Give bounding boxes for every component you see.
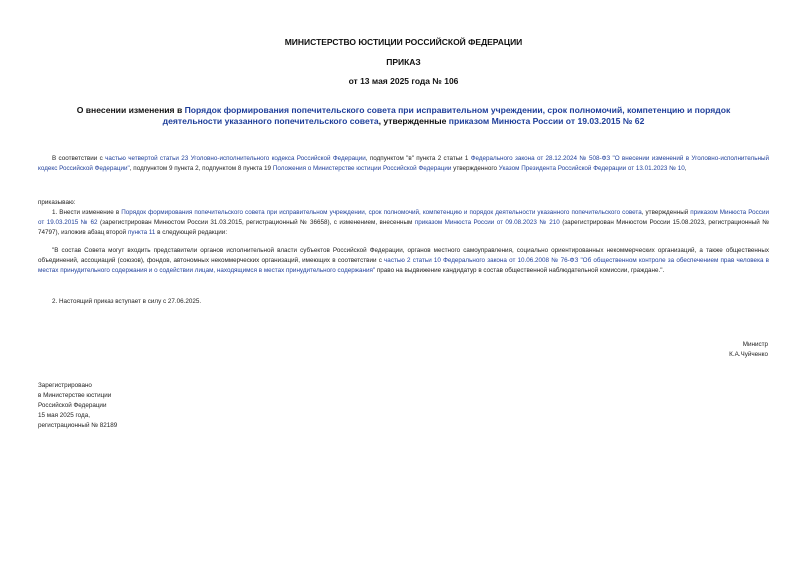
item1-link-point-11[interactable]: пункта 11: [127, 228, 156, 236]
preamble-text-5: ,: [684, 164, 687, 172]
item1-text-2: , утвержденный: [641, 209, 691, 216]
order-title: [60, 105, 747, 127]
registration-line-2: в Министерстве юстиции: [38, 392, 112, 399]
date-number: от 13 мая 2025 года № 106: [348, 76, 459, 86]
item-1-paragraph: [38, 208, 769, 237]
title-text-1: О внесении изменения в: [76, 105, 185, 115]
signature-position: Министр: [742, 341, 768, 348]
signature-name: К.А.Чуйченко: [729, 351, 768, 358]
ministry-heading: МИНИСТЕРСТВО ЮСТИЦИИ РОССИЙСКОЙ ФЕДЕРАЦИИ: [284, 37, 523, 47]
item1-link-order-62[interactable]: приказом Минюста России от 19.03.2015 № 62: [38, 209, 769, 226]
title-link-procedure[interactable]: Порядок формирования попечительского совета при исправительном учреждении, срок полномочий, компетенцию и порядок деятельности указанного попечительского совета: [162, 105, 731, 126]
quote-text-2: право на выдвижение кандидатур в состав общественной наблюдательной комиссии, граждане.".: [375, 266, 665, 274]
item1-text-3: (зарегистрирован Минюстом России 31.03.2015, регистрационный № 36658), с изменением, внесенным: [97, 218, 415, 226]
doc-type-heading: ПРИКАЗ: [386, 57, 421, 67]
preamble-link-decree[interactable]: Указом Президента Российской Федерации от 13.01.2023 № 10: [498, 164, 685, 172]
preamble-text-3: , подпунктом 9 пункта 2, подпунктом 8 пункта 19: [129, 164, 273, 172]
item1-text-4: (зарегистрирован Минюстом России 15.08.2023, регистрационный № 74797), изложив абзац второй: [38, 218, 770, 236]
registration-line-4: 15 мая 2025 года,: [38, 412, 90, 419]
preamble-text-2: , подпунктом "в" пункта 2 статьи 1: [365, 155, 471, 162]
registration-line-5: регистрационный № 82189: [38, 422, 118, 429]
registration-line-1: Зарегистрировано: [38, 382, 92, 389]
quote-link-76fz[interactable]: частью 2 статьи 10 Федерального закона от 10.06.2008 № 76-ФЗ "Об общественном контроле за обеспечением прав человека в местах принудительного содержания и о содействии лицам, находящимся в местах принудительного содержания": [38, 256, 769, 274]
quote-paragraph: [38, 246, 769, 275]
item1-text-1: 1. Внести изменение в: [52, 209, 122, 216]
preamble-text-1: В соответствии с: [52, 155, 106, 162]
registration-block: [38, 381, 238, 431]
item-2-paragraph: 2. Настоящий приказ вступает в силу с 27.06.2025.: [52, 298, 202, 305]
preamble-paragraph: [38, 154, 769, 174]
registration-line-3: Российской Федерации: [38, 402, 107, 409]
preamble-link-regulation[interactable]: Положения о Министерстве юстиции Российской Федерации: [272, 164, 452, 172]
signature-block: [648, 340, 768, 360]
preamble-link-uik[interactable]: частью четвертой статьи 23 Уголовно-исполнительного кодекса Российской Федерации: [105, 155, 366, 162]
item1-link-order-210[interactable]: приказом Минюста России от 09.08.2023 № 210: [414, 218, 560, 226]
preamble-link-508fz[interactable]: Федерального закона от 28.12.2024 № 508-ФЗ "О внесении изменений в Уголовно-исполнительный кодекс Российской Федерации": [38, 155, 770, 172]
item1-link-procedure[interactable]: Порядок формирования попечительского совета при исправительном учреждении, срок полномочий, компетенцию и порядок деятельности указанного попечительского совета: [121, 209, 642, 216]
title-link-order-62[interactable]: приказом Минюста России от 19.03.2015 № 62: [448, 116, 645, 126]
preamble-text-4: утвержденного: [451, 164, 499, 172]
quote-text-1: "В состав Совета могут входить представители органов исполнительной власти субъектов Российской Федерации, органов местного самоуправления, социально ориентированных некоммерческих организаций, а также общественных объединений, ассоциаций (союзов), фондов, автономных некоммерческих организаций, имеющих в соответствии с: [38, 247, 769, 264]
title-text-2: , утвержденные: [378, 116, 449, 126]
item1-text-5: в следующей редакции:: [155, 228, 228, 236]
order-word: приказываю:: [38, 199, 76, 206]
